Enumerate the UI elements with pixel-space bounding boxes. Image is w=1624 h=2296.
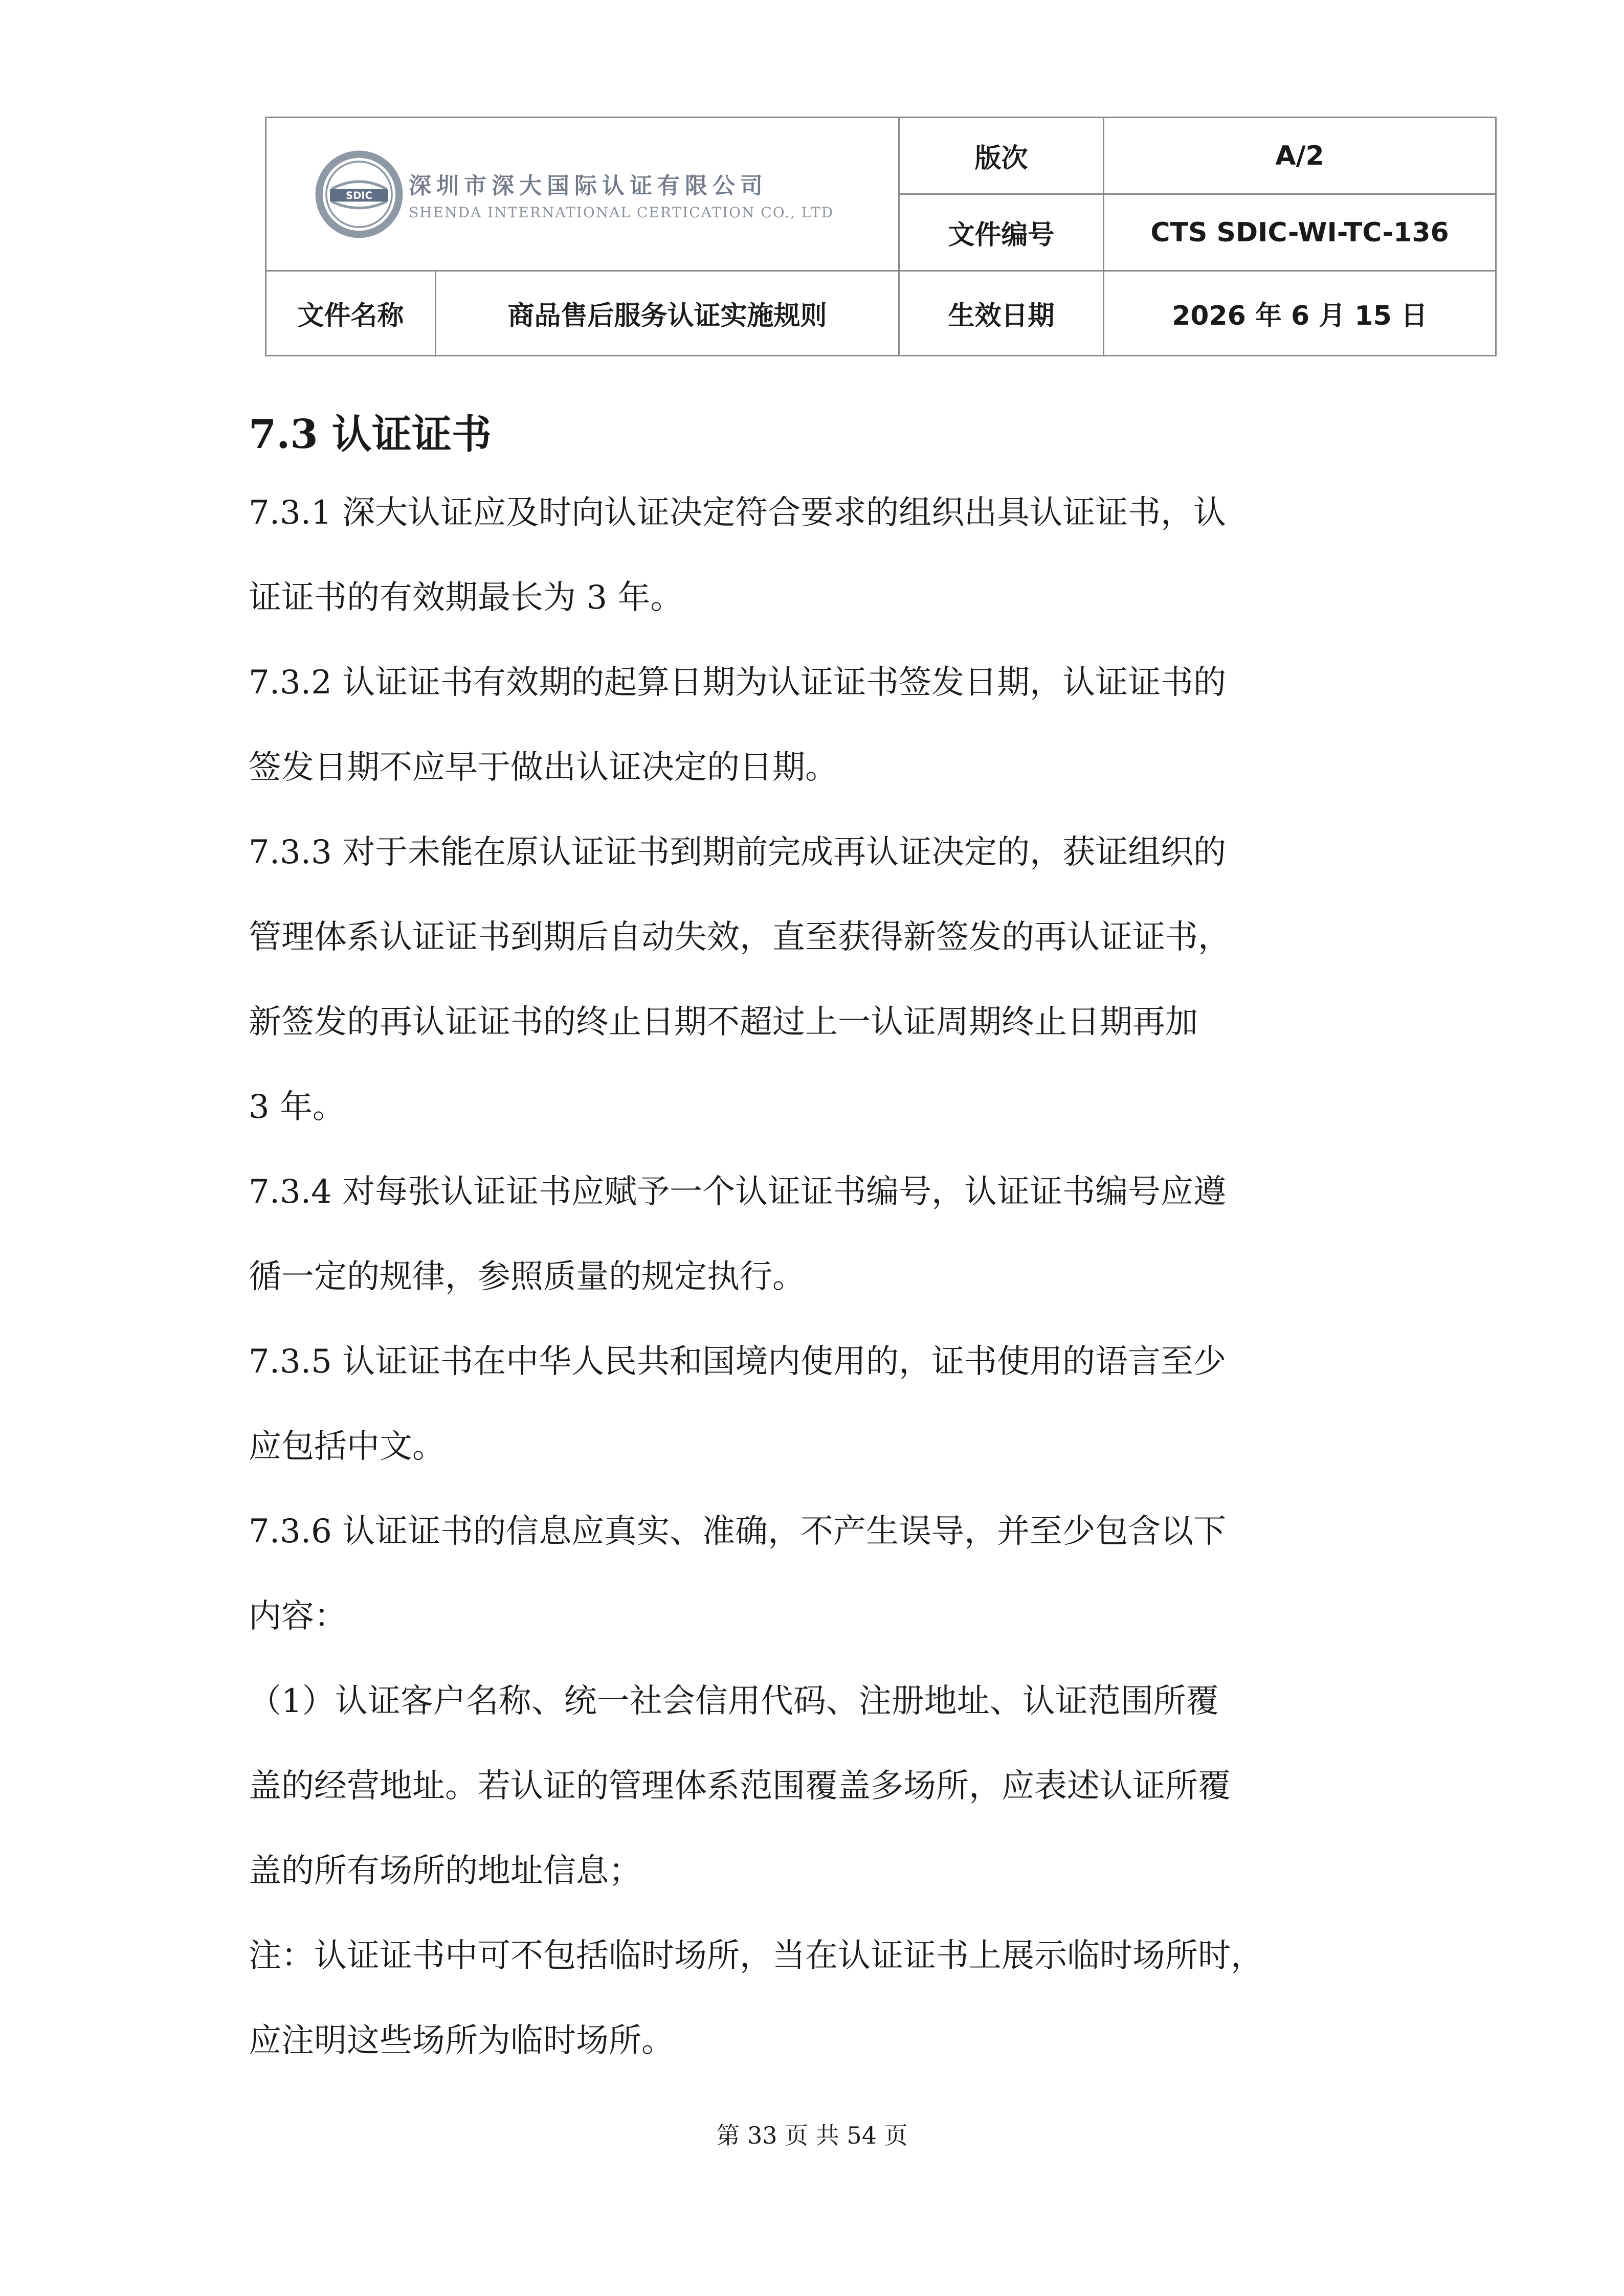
- paragraph-line: 盖的所有场所的地址信息；: [249, 1852, 641, 1890]
- paragraph: [249, 470, 1405, 640]
- doc-number-value: CTS SDIC-WI-TC-136: [1104, 194, 1496, 271]
- paragraph: [249, 640, 1405, 810]
- paragraph-line: 3 年。: [249, 1088, 346, 1126]
- paragraph-line: 循一定的规律，参照质量的规定执行。: [249, 1258, 805, 1296]
- paragraph: [249, 1489, 1405, 1659]
- effective-date-label: 生效日期: [899, 271, 1104, 356]
- document-body: [249, 399, 1405, 2083]
- doc-name-label: 文件名称: [266, 271, 436, 356]
- section-title: 7.3 认证证书: [249, 411, 492, 458]
- paragraph-line: 7.3.4 对每张认证证书应赋予一个认证证书编号，认证证书编号应遵: [249, 1173, 1227, 1211]
- paragraph-line: 证证书的有效期最长为 3 年。: [249, 579, 683, 617]
- paragraph-line: 签发日期不应早于做出认证决定的日期。: [249, 749, 838, 786]
- doc-name-value: 商品售后服务认证实施规则: [436, 271, 899, 356]
- effective-date-value: 2026 年 6 月 15 日: [1104, 271, 1496, 356]
- paragraph: [249, 810, 1405, 1150]
- edition-label: 版次: [899, 118, 1104, 194]
- paragraph-line: 7.3.1 深大认证应及时向认证决定符合要求的组织出具认证证书，认: [249, 494, 1227, 532]
- paragraph-line: （1）认证客户名称、统一社会信用代码、注册地址、认证范围所覆: [249, 1682, 1219, 1720]
- paragraph-line: 注：认证证书中可不包括临时场所，当在认证证书上展示临时场所时，: [249, 1937, 1263, 1975]
- paragraph-line: 7.3.6 认证证书的信息应真实、准确，不产生误导，并至少包含以下: [249, 1513, 1227, 1550]
- paragraph: [249, 1150, 1405, 1319]
- doc-number-label: 文件编号: [899, 194, 1104, 271]
- company-logo-cell: [266, 118, 899, 271]
- svg-text:SDIC: SDIC: [345, 189, 373, 201]
- paragraph-line: 7.3.5 认证证书在中华人民共和国境内使用的，证书使用的语言至少: [249, 1343, 1227, 1381]
- paragraph: [249, 1319, 1405, 1489]
- paragraph-line: 内容：: [249, 1597, 347, 1635]
- company-seal-icon: [314, 149, 405, 240]
- paragraph-list: [249, 470, 1405, 2083]
- paragraph-line: 新签发的再认证证书的终止日期不超过上一认证周期终止日期再加: [249, 1003, 1198, 1041]
- paragraph: [249, 1914, 1405, 2083]
- edition-value: A/2: [1104, 118, 1496, 194]
- page-footer: 第 33 页 共 54 页: [716, 2122, 908, 2149]
- company-name-en: SHENDA INTERNATIONAL CERTICATION CO., LTD: [409, 204, 834, 221]
- paragraph-line: 7.3.3 对于未能在原认证证书到期前完成再认证决定的，获证组织的: [249, 834, 1227, 871]
- paragraph-line: 应包括中文。: [249, 1428, 445, 1466]
- paragraph-line: 盖的经营地址。若认证的管理体系范围覆盖多场所，应表述认证所覆: [249, 1767, 1231, 1805]
- paragraph-line: 7.3.2 认证证书有效期的起算日期为认证证书签发日期，认证证书的: [249, 664, 1227, 702]
- document-header-table: [265, 117, 1497, 356]
- paragraph-line: 管理体系认证证书到期后自动失效，直至获得新签发的再认证证书，: [249, 918, 1231, 956]
- paragraph: [249, 1659, 1405, 1914]
- company-name-cn: 深圳市深大国际认证有限公司: [409, 173, 768, 199]
- paragraph-line: 应注明这些场所为临时场所。: [249, 2022, 674, 2060]
